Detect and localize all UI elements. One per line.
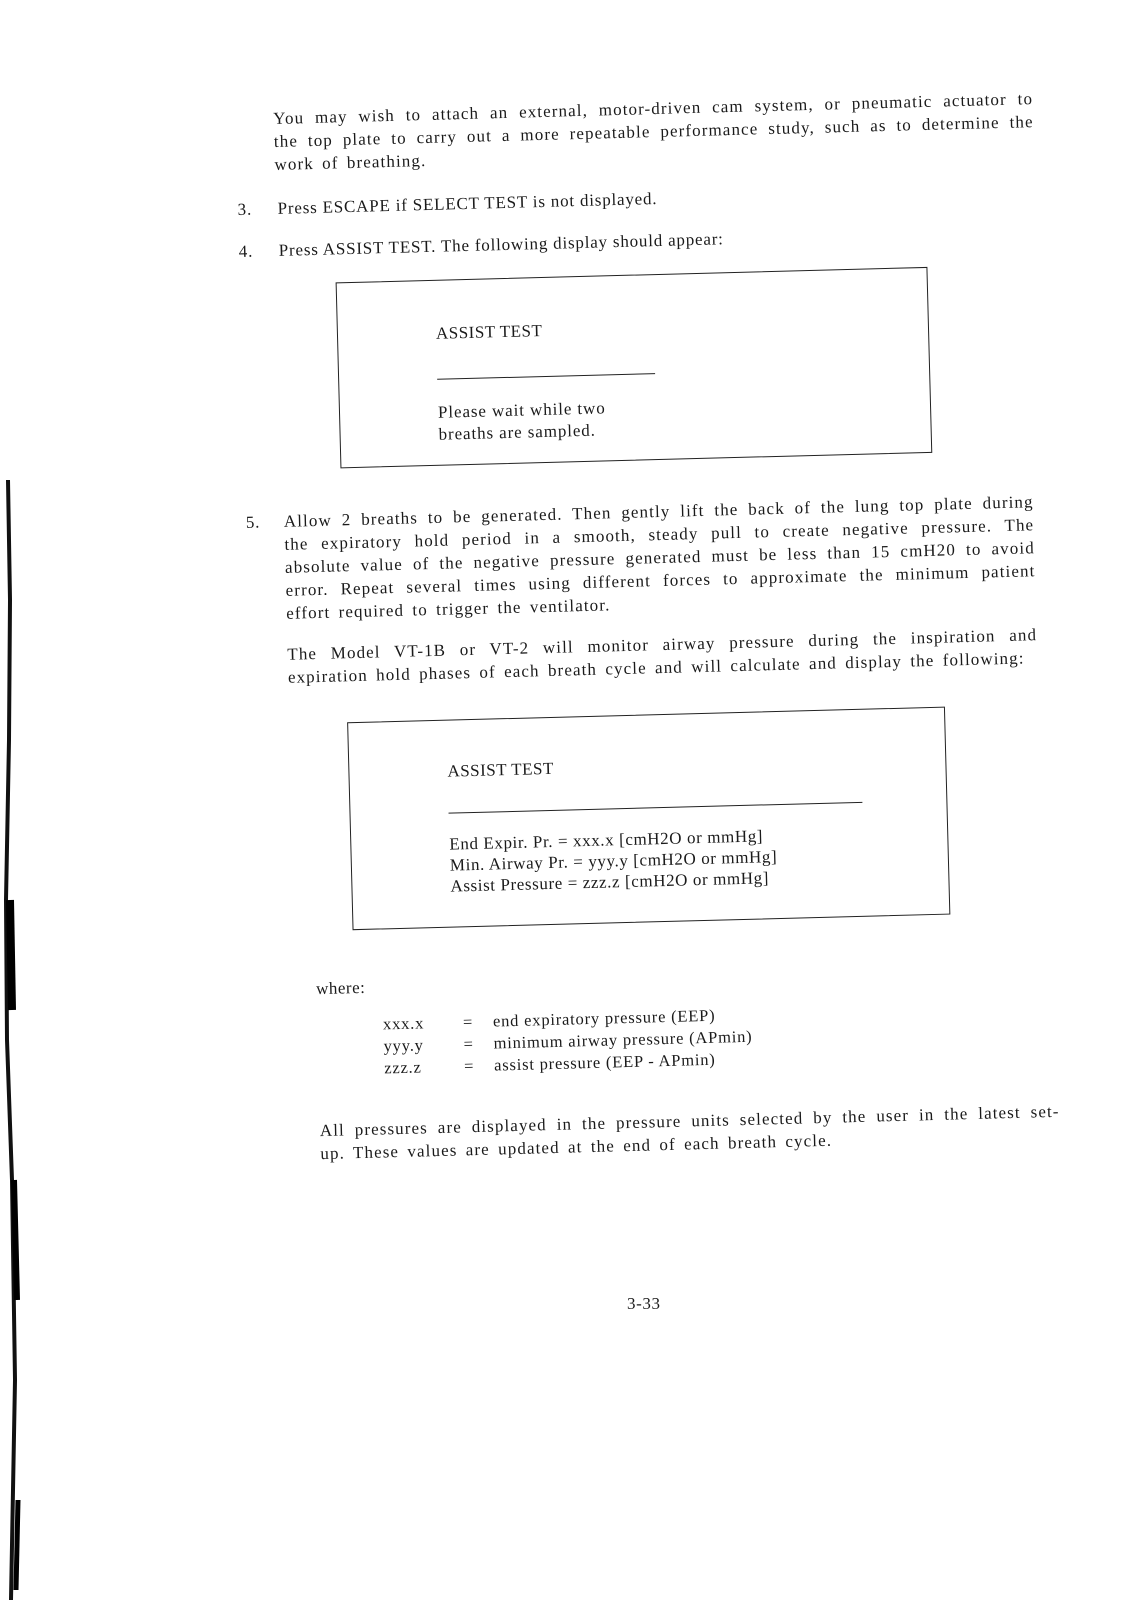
assist-test-wait-display bbox=[336, 267, 933, 468]
definition-symbol: zzz.z bbox=[383, 1057, 422, 1078]
content-block bbox=[235, 86, 1102, 1167]
closing-paragraph: All pressures are displayed in the pressure units selected by the user in the latest set-up. These values are updated at the end of each breath cycle. bbox=[319, 1101, 1060, 1164]
step-number: 4. bbox=[238, 241, 254, 261]
where-label: where: bbox=[315, 977, 366, 999]
step-5 bbox=[246, 489, 1089, 626]
display-divider bbox=[449, 802, 863, 814]
display-message bbox=[438, 389, 931, 446]
definition-meaning: assist pressure (EEP - APmin) bbox=[493, 1049, 716, 1075]
display-line: breaths are sampled. bbox=[438, 420, 597, 444]
definition-symbol: xxx.x bbox=[382, 1013, 425, 1034]
step-number: 5. bbox=[245, 512, 261, 532]
definition-equals: = bbox=[463, 1056, 475, 1076]
step-text: Allow 2 breaths to be generated. Then gently lift the back of the lung top plate during the expiratory hold period in a smooth, steady pull to create negative pressure. The absolute value of the negative pressure generated must be less than 15 cmH20 to avoid error. Repeat several times using different forces to approximate the minimum patient effort required to trigger the ventilator. bbox=[283, 492, 1036, 623]
page-number: 3-33 bbox=[627, 1294, 661, 1313]
definition-meaning: minimum airway pressure (APmin) bbox=[493, 1026, 753, 1053]
end-expir-pressure-line: End Expir. Pr. = xxx.x [cmH2O or mmHg] bbox=[449, 826, 764, 854]
definition-equals: = bbox=[463, 1034, 474, 1054]
step-3 bbox=[237, 176, 1077, 221]
definition-equals: = bbox=[462, 1012, 474, 1032]
definition-symbol: yyy.y bbox=[383, 1035, 424, 1056]
step-text: Press ESCAPE if SELECT TEST is not displayed. bbox=[277, 188, 658, 218]
monitor-paragraph: The Model VT-1B or VT-2 will monitor airway pressure during the inspiration and expiration hold phases of each breath cycle and will calculate and display the following: bbox=[287, 625, 1038, 687]
min-airway-pressure-line: Min. Airway Pr. = yyy.y [cmH2O or mmHg] bbox=[449, 847, 778, 875]
display-readings bbox=[449, 821, 948, 897]
definitions-list bbox=[383, 995, 1100, 1080]
display-title: ASSIST TEST bbox=[435, 321, 543, 343]
definition-meaning: end expiratory pressure (EEP) bbox=[492, 1005, 716, 1031]
step-text: Press ASSIST TEST. The following display should appear: bbox=[278, 229, 724, 260]
intro-paragraph: You may wish to attach an external, motor-driven cam system, or pneumatic actuator to the top plate to carry out a more repeatable performance study, such as to determine the work of breathing. bbox=[273, 89, 1034, 174]
display-title: ASSIST TEST bbox=[447, 758, 555, 781]
step-4 bbox=[238, 218, 1078, 263]
display-line: Please wait while two bbox=[437, 398, 606, 422]
display-divider bbox=[437, 373, 655, 380]
step-number: 3. bbox=[237, 199, 253, 219]
assist-pressure-line: Assist Pressure = zzz.z [cmH2O or mmHg] bbox=[450, 868, 770, 896]
assist-test-results-display bbox=[347, 707, 950, 931]
